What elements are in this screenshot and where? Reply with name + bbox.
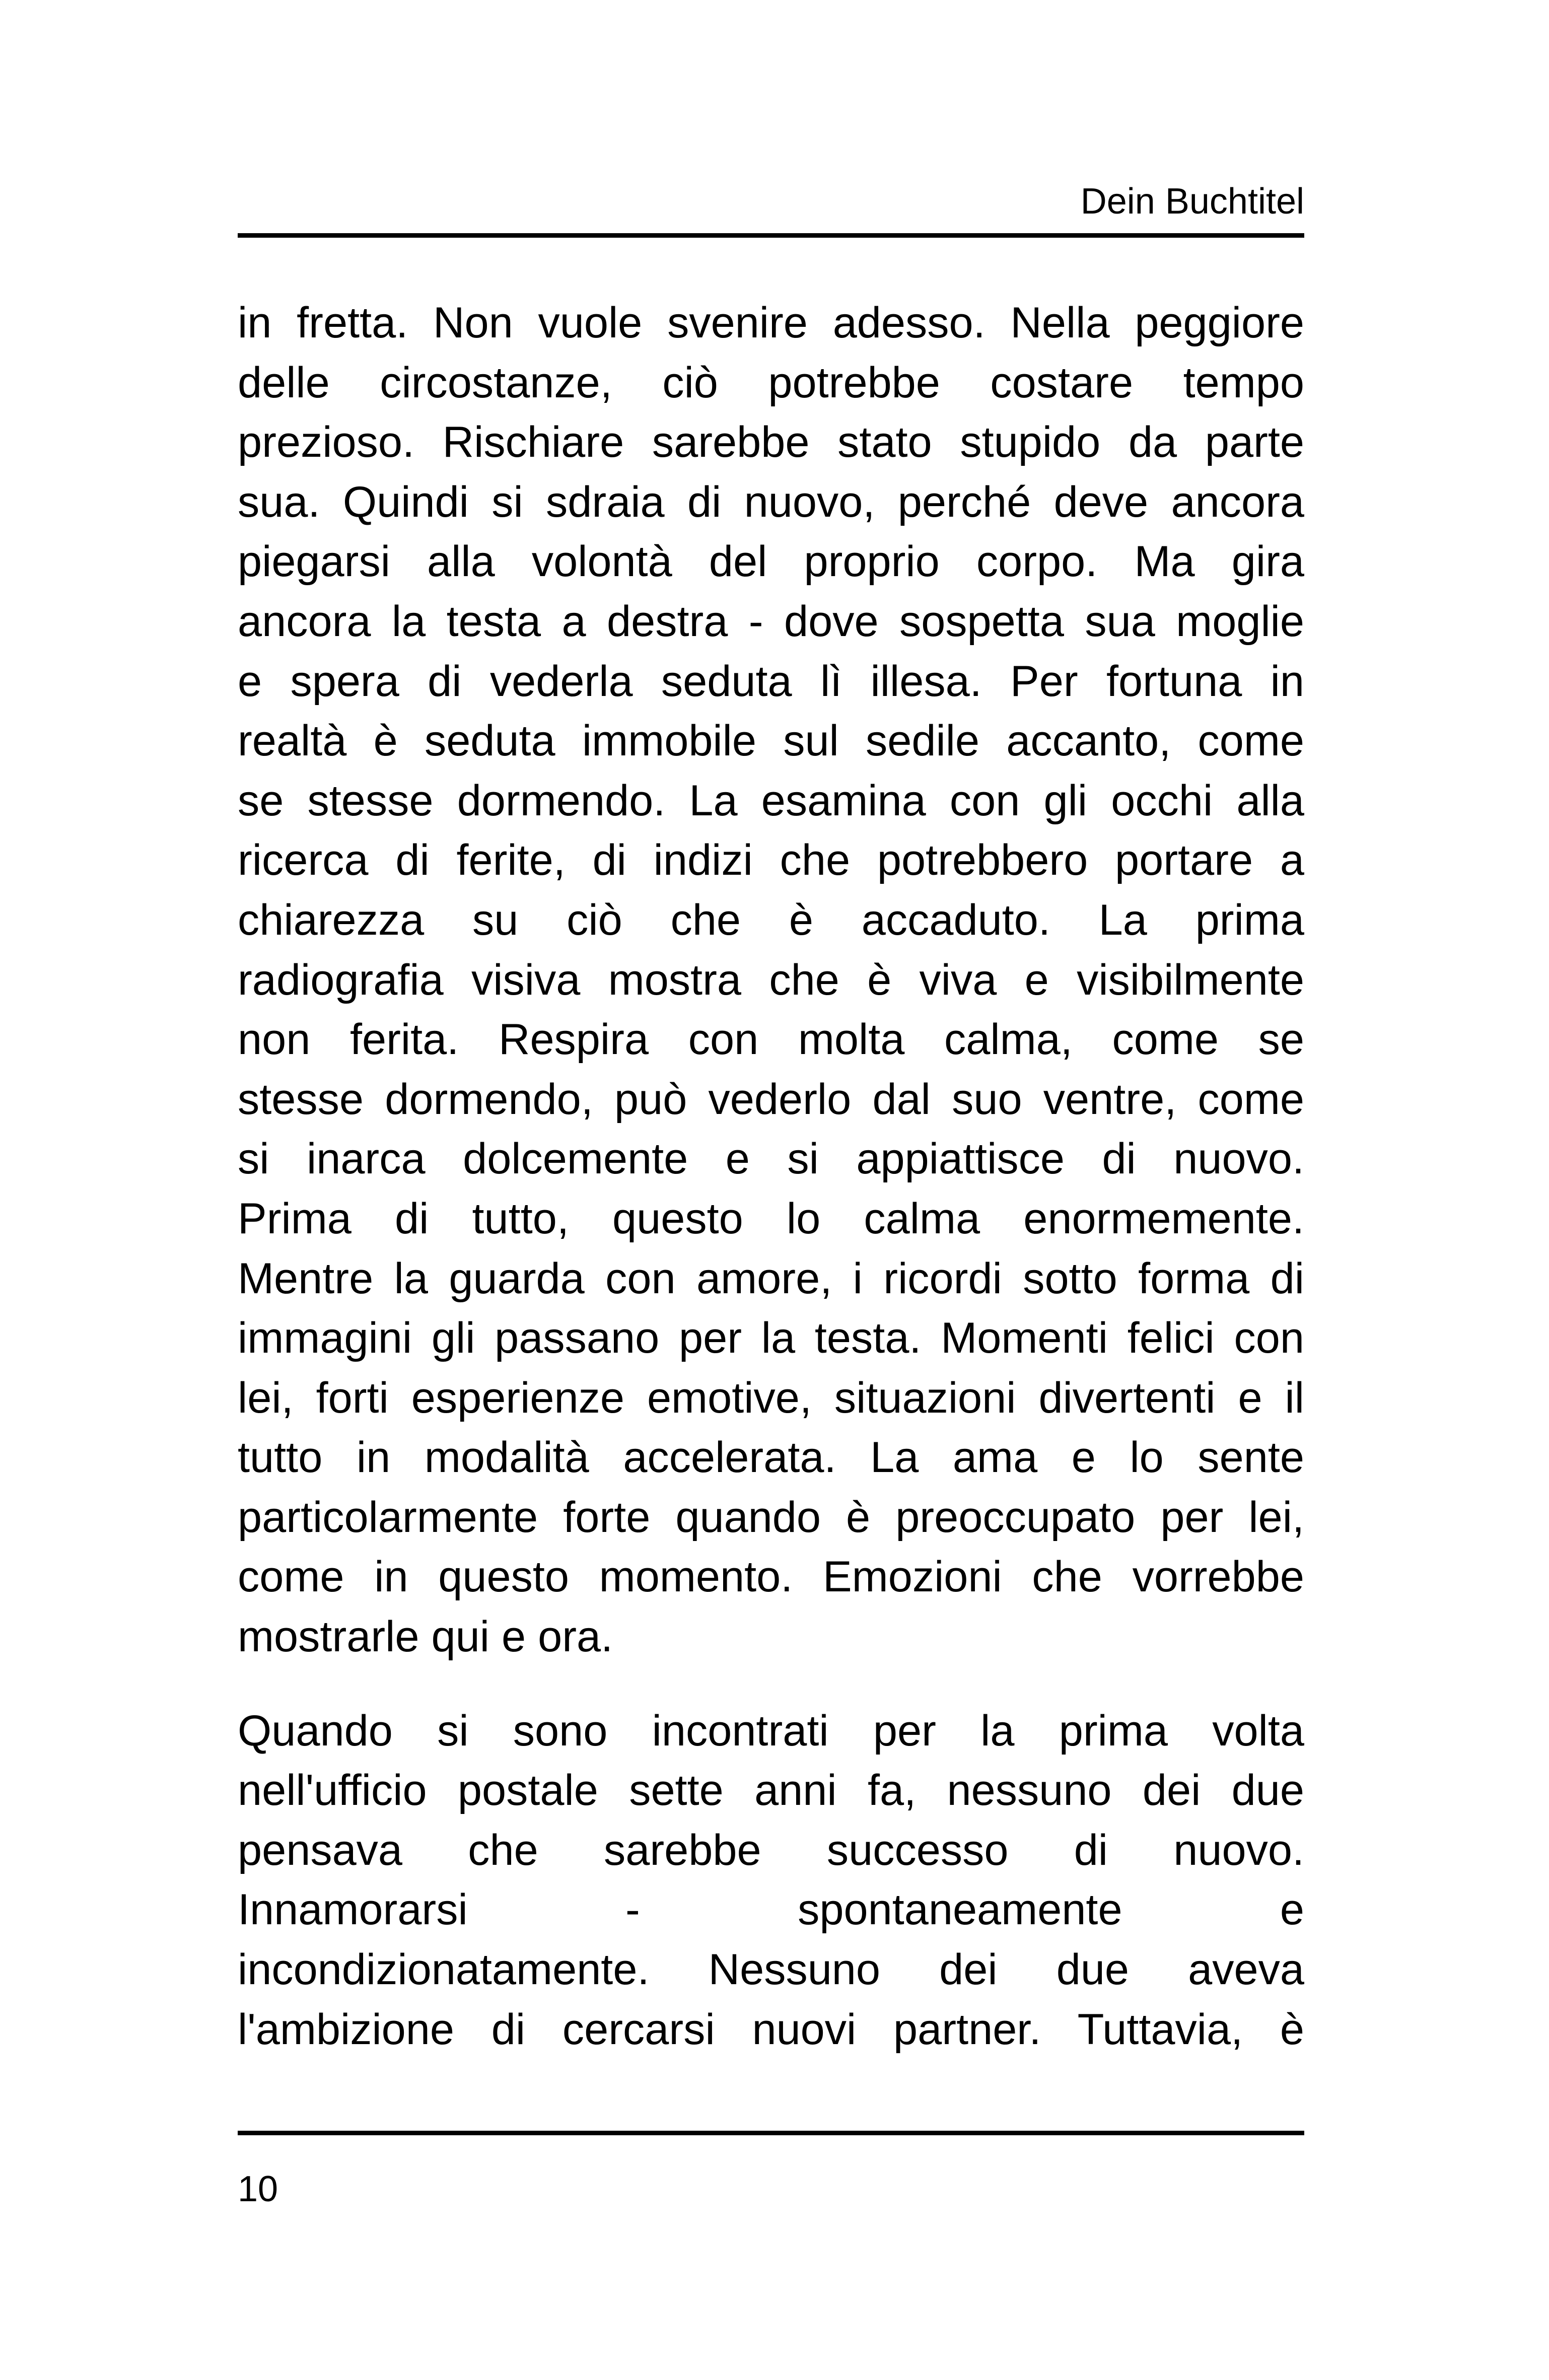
text-line: pensava che sarebbe successo di nuovo. bbox=[238, 1826, 1304, 1874]
text-line: piegarsi alla volontà del proprio corpo. Ma gira bbox=[238, 537, 1304, 586]
text-line: ricerca di ferite, di indizi che potrebbero portare a bbox=[238, 836, 1304, 885]
text-line: particolarmente forte quando è preoccupato per lei, bbox=[238, 1493, 1304, 1542]
text-line: non ferita. Respira con molta calma, come se bbox=[238, 1015, 1304, 1064]
page-number: 10 bbox=[238, 2169, 278, 2209]
running-header-title: Dein Buchtitel bbox=[1080, 181, 1304, 222]
text-line: prezioso. Rischiare sarebbe stato stupido da parte bbox=[238, 418, 1304, 467]
text-line: ancora la testa a destra - dove sospetta sua moglie bbox=[238, 597, 1304, 646]
text-line: delle circostanze, ciò potrebbe costare tempo bbox=[238, 358, 1304, 407]
text-line: sua. Quindi si sdraia di nuovo, perché deve ancora bbox=[238, 477, 1304, 526]
paragraph-2 bbox=[238, 1701, 1304, 2060]
text-line: come in questo momento. Emozioni che vorrebbe bbox=[238, 1553, 1304, 1601]
paragraph-1 bbox=[238, 293, 1304, 1667]
text-line: in fretta. Non vuole svenire adesso. Nella peggiore bbox=[238, 299, 1304, 347]
header-rule bbox=[238, 233, 1304, 238]
text-line: si inarca dolcemente e si appiattisce di nuovo. bbox=[238, 1135, 1304, 1183]
text-line: radiografia visiva mostra che è viva e visibilmente bbox=[238, 955, 1304, 1004]
footer-rule bbox=[238, 2131, 1304, 2135]
text-line: Mentre la guarda con amore, i ricordi sotto forma di bbox=[238, 1254, 1304, 1303]
text-line: immagini gli passano per la testa. Momenti felici con bbox=[238, 1314, 1304, 1363]
text-line: mostrarle qui e ora. bbox=[238, 1613, 613, 1661]
text-line: Prima di tutto, questo lo calma enormemente. bbox=[238, 1194, 1304, 1243]
text-line: Quando si sono incontrati per la prima volta bbox=[238, 1706, 1304, 1755]
text-line: nell'ufficio postale sette anni fa, nessuno dei due bbox=[238, 1766, 1304, 1815]
text-line: l'ambizione di cercarsi nuovi partner. Tuttavia, è bbox=[238, 2005, 1304, 2054]
text-line: realtà è seduta immobile sul sedile accanto, come bbox=[238, 717, 1304, 765]
text-line: tutto in modalità accelerata. La ama e lo sente bbox=[238, 1433, 1304, 1482]
text-line: lei, forti esperienze emotive, situazioni divertenti e il bbox=[238, 1373, 1304, 1422]
text-line: stesse dormendo, può vederlo dal suo ventre, come bbox=[238, 1075, 1304, 1124]
body-text bbox=[238, 293, 1304, 2059]
text-line: se stesse dormendo. La esamina con gli occhi alla bbox=[238, 776, 1304, 825]
text-line: chiarezza su ciò che è accaduto. La prima bbox=[238, 895, 1304, 944]
text-line: e spera di vederla seduta lì illesa. Per fortuna in bbox=[238, 657, 1304, 706]
text-line: Innamorarsi - spontaneamente e bbox=[238, 1885, 1304, 1934]
text-line: incondizionatamente. Nessuno dei due aveva bbox=[238, 1945, 1304, 1994]
